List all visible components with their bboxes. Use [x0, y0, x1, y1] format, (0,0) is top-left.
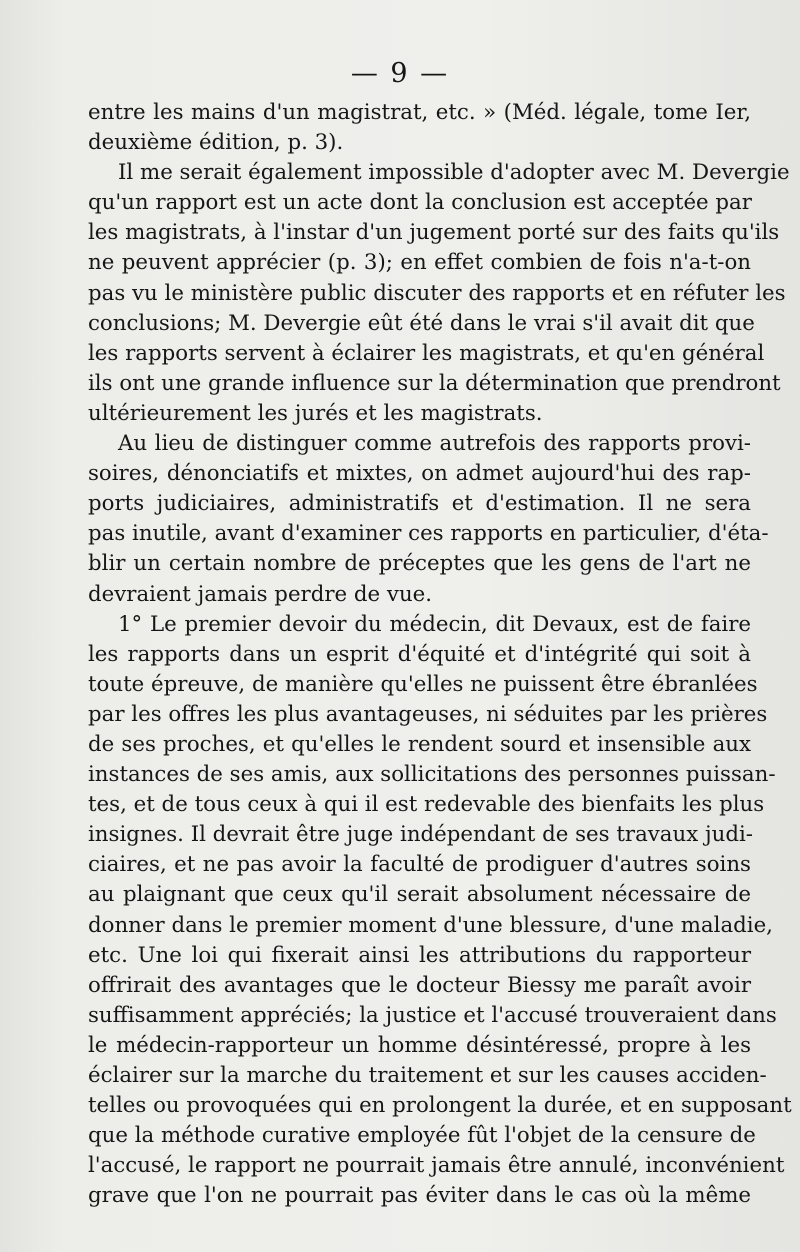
text-line: Il me serait également impossible d'adopter avec M. Devergie	[118, 160, 790, 186]
text-line: le médecin-rapporteur un homme désintéressé, propre à les	[88, 1032, 751, 1058]
text-line: au plaignant que ceux qu'il serait absolument nécessaire de	[88, 882, 751, 908]
text-line: 1° Le premier devoir du médecin, dit Devaux, est de faire	[118, 611, 751, 637]
text-line: tes, et de tous ceux à qui il est redevable des bienfaits les plus	[88, 792, 765, 818]
text-line: conclusions; M. Devergie eût été dans le vrai s'il avait dit que	[88, 310, 755, 336]
text-line: offrirait des avantages que le docteur Biessy me paraît avoir	[88, 972, 751, 998]
text-line: pas vu le ministère public discuter des rapports et en réfuter les	[88, 280, 786, 306]
text-line: pas inutile, avant d'examiner ces rapports en particulier, d'éta-	[88, 521, 769, 547]
text-line: Au lieu de distinguer comme autrefois des rapports provi-	[118, 431, 751, 457]
text-line: qu'un rapport est un acte dont la conclusion est acceptée par	[88, 190, 752, 216]
text-line: les rapports servent à éclairer les magistrats, et qu'en général	[88, 340, 765, 366]
text-line: telles ou provoquées qui en prolongent la durée, et en supposant	[88, 1093, 792, 1119]
text-line: les magistrats, à l'instar d'un jugement porté sur des faits qu'ils	[88, 220, 780, 246]
text-line: insignes. Il devrait être juge indépendant de ses travaux judi-	[88, 822, 753, 848]
text-line: grave que l'on ne pourrait pas éviter dans le cas où la même	[88, 1183, 751, 1209]
text-line: donner dans le premier moment d'une blessure, d'une maladie,	[88, 912, 773, 938]
page-number: — 9 —	[350, 58, 450, 89]
text-line: blir un certain nombre de préceptes que les gens de l'art ne	[88, 551, 751, 577]
text-line: l'accusé, le rapport ne pourrait jamais être annulé, inconvénient	[88, 1153, 785, 1179]
text-line: suffisamment appréciés; la justice et l'accusé trouveraient dans	[88, 1002, 777, 1028]
text-line: soires, dénonciatifs et mixtes, on admet aujourd'hui des rap-	[88, 461, 751, 487]
text-line: instances de ses amis, aux sollicitations des personnes puissan-	[88, 762, 776, 788]
text-line: éclairer sur la marche du traitement et sur les causes acciden-	[88, 1063, 767, 1088]
text-line: ultérieurement les jurés et les magistrats.	[88, 400, 543, 426]
text-line: que la méthode curative employée fût l'objet de la censure de	[88, 1123, 756, 1149]
text-line: ne peuvent apprécier (p. 3); en effet combien de fois n'a-t-on	[88, 250, 751, 276]
text-line: par les offres les plus avantageuses, ni séduites par les prières	[88, 701, 768, 727]
text-line: ciaires, et ne pas avoir la faculté de prodiguer d'autres soins	[88, 852, 751, 878]
text-line: les rapports dans un esprit d'équité et d'intégrité qui soit à	[88, 641, 751, 667]
text-line: etc. Une loi qui fixerait ainsi les attributions du rapporteur	[88, 942, 751, 968]
text-line: entre les mains d'un magistrat, etc. » (Méd. légale, tome Ier,	[88, 100, 751, 125]
text-line: de ses proches, et qu'elles le rendent sourd et insensible aux	[88, 731, 751, 757]
text-line: deuxième édition, p. 3).	[88, 130, 344, 156]
text-line: ports judiciaires, administratifs et d'estimation. Il ne sera	[88, 491, 751, 517]
text-line: devraient jamais perdre de vue.	[88, 581, 433, 607]
text-line: toute épreuve, de manière qu'elles ne puissent être ébranlées	[88, 671, 758, 697]
text-line: ils ont une grande influence sur la détermination que prendront	[88, 370, 781, 396]
body-text	[88, 98, 792, 1211]
